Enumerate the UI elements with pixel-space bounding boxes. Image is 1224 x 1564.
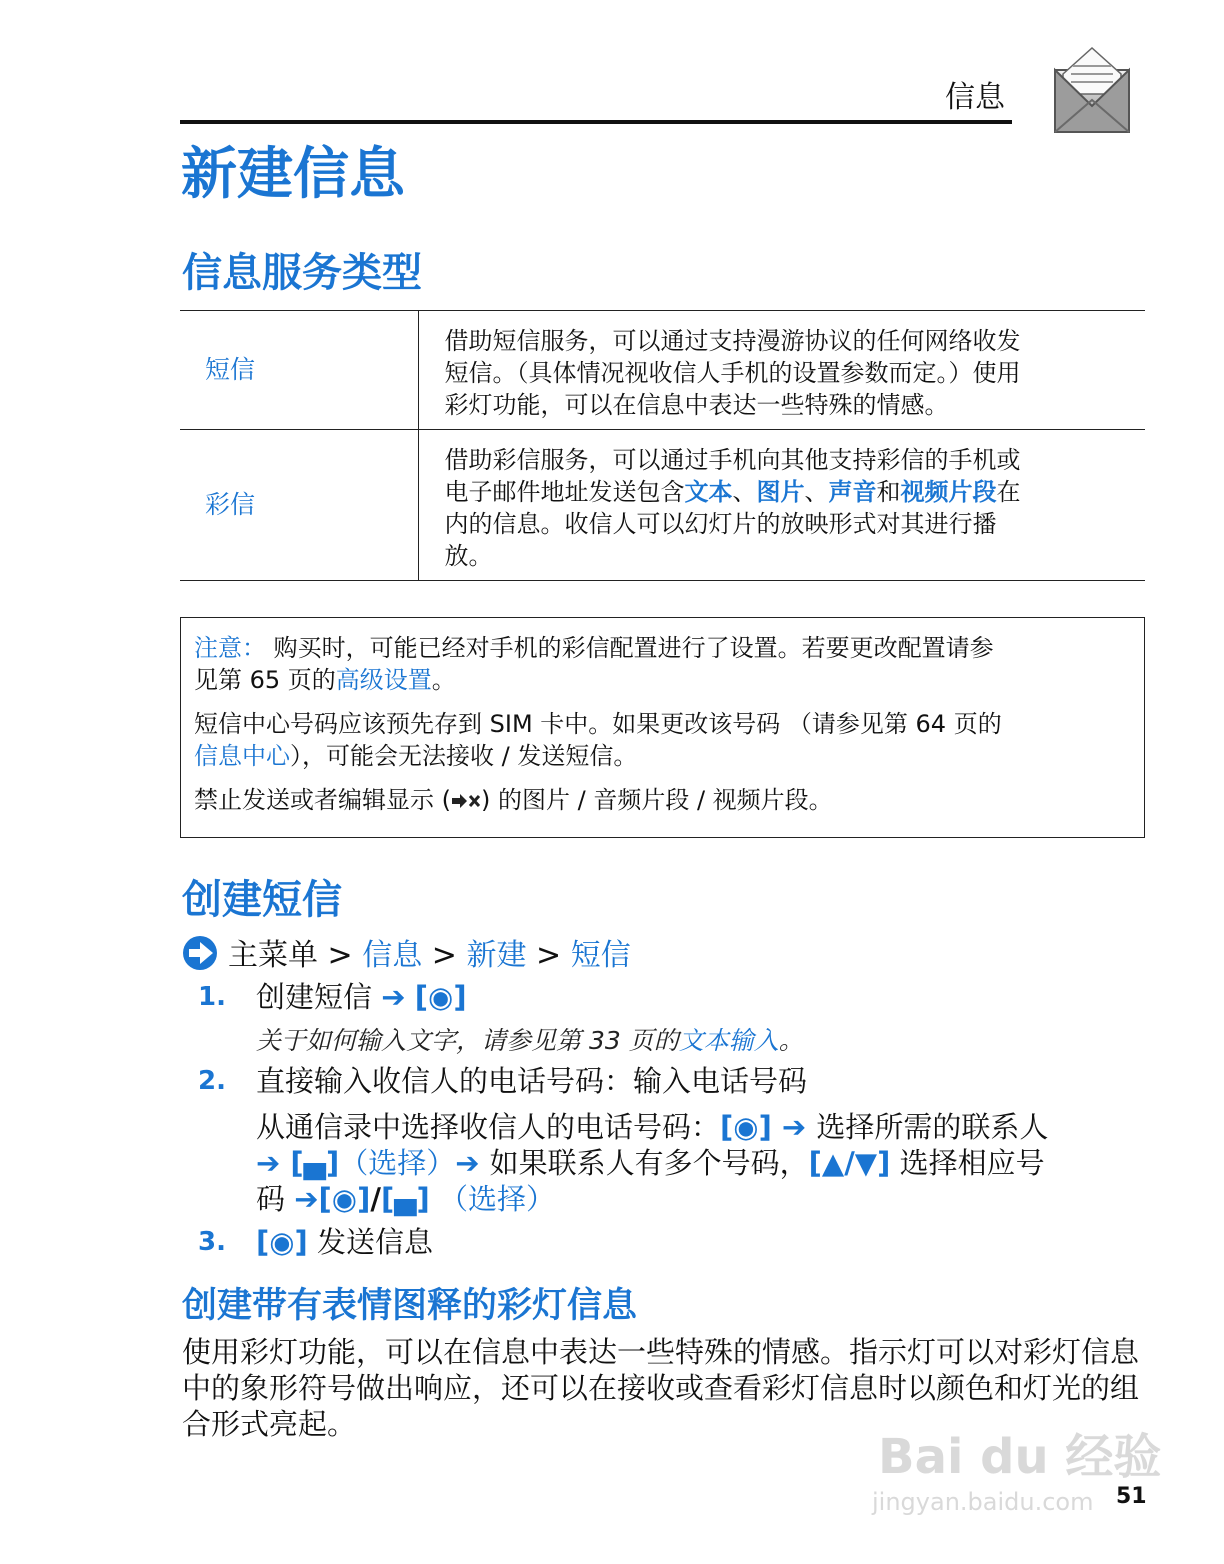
page-number: 51	[1116, 1484, 1147, 1509]
link-sound[interactable]: 声音	[828, 478, 877, 506]
link-text[interactable]: 文本	[684, 478, 733, 506]
create-sms-title: 创建短信	[182, 877, 342, 923]
page-title: 新建信息	[181, 142, 405, 207]
sms-description: 借助短信服务，可以通过支持漫游协议的任何网络收发 短信。（具体情况视收信人手机的设置参数而定。）使用 彩灯功能，可以在信息中表达一些特殊的情感。	[444, 327, 1021, 419]
link-advanced-settings[interactable]: 高级设置	[335, 666, 432, 694]
blocked-forward-icon	[451, 792, 481, 810]
center-key: [◉]	[414, 980, 467, 1014]
link-message-center[interactable]: 信息中心	[194, 742, 290, 770]
note-box	[180, 617, 1145, 838]
emoticon-section-body: 使用彩灯功能，可以在信息中表达一些特殊的情感。指示灯可以对彩灯信息中的象形符号做出响应，还可以在接收或查看彩灯信息时以颜色和灯光的组合形式亮起。	[182, 1335, 1140, 1441]
service-type-table	[180, 310, 1145, 581]
emoticon-section-title: 创建带有表情图释的彩灯信息	[182, 1286, 638, 1326]
envelope-icon	[1053, 44, 1131, 136]
chapter-title: 信息	[945, 80, 1005, 115]
header-divider	[180, 120, 1012, 124]
menu-item-messages[interactable]: 信息	[362, 938, 423, 973]
menu-path-arrow-icon	[182, 935, 220, 971]
step-number: 2.	[198, 1066, 226, 1096]
link-image[interactable]: 图片	[756, 478, 805, 506]
term-sms: 短信	[180, 311, 418, 430]
step-2-line-2: 从通信录中选择收信人的电话号码：[◉] ➔ 选择所需的联系人	[256, 1110, 1049, 1144]
link-video[interactable]: 视频片段	[900, 478, 997, 506]
watermark-url: jingyan.baidu.com	[872, 1488, 1094, 1516]
link-text-input[interactable]: 文本输入	[678, 1026, 779, 1055]
menu-item-sms[interactable]: 短信	[570, 938, 631, 973]
step-2-line-3: ➔ [▄]（选择）➔ 如果联系人有多个号码，[▲/▼] 选择相应号	[256, 1146, 1045, 1180]
table-row	[180, 311, 1145, 430]
section-title: 信息服务类型	[182, 250, 422, 296]
menu-item-new[interactable]: 新建	[466, 938, 527, 973]
watermark-brand: Bai du 经验	[878, 1429, 1162, 1485]
step-2-line-4: 码 ➔[◉]/[▄] （选择）	[256, 1182, 555, 1216]
table-row	[180, 430, 1145, 581]
note-paragraph: 注意： 购买时，可能已经对手机的彩信配置进行了设置。若要更改配置请参 见第 65 页的高级设置。	[194, 634, 994, 694]
note-paragraph: 短信中心号码应该预先存到 SIM 卡中。如果更改该号码 （请参见第 64 页的 信息中心），可能会无法接收 / 发送短信。	[194, 710, 1002, 770]
step-1-note: 关于如何输入文字，请参见第 33 页的文本输入。	[256, 1026, 804, 1055]
note-label: 注意：	[194, 634, 266, 662]
mms-description: 借助彩信服务，可以通过手机向其他支持彩信的手机或 电子邮件地址发送包含文本、图片、声音和视频片段在 内的信息。收信人可以幻灯片的放映形式对其进行播 放。	[444, 446, 1021, 570]
step-3-text: [◉] 发送信息	[256, 1225, 434, 1259]
step-number: 1.	[198, 982, 226, 1012]
menu-path: 主菜单 > 信息 > 新建 > 短信	[182, 935, 631, 976]
step-1-text: 创建短信 ➔ [◉]	[256, 980, 467, 1014]
step-number: 3.	[198, 1227, 226, 1257]
step-2-line-1: 直接输入收信人的电话号码：输入电话号码	[256, 1064, 808, 1098]
term-mms: 彩信	[180, 430, 418, 581]
note-paragraph: 禁止发送或者编辑显示 ( ) 的图片 / 音频片段 / 视频片段。	[194, 786, 833, 814]
